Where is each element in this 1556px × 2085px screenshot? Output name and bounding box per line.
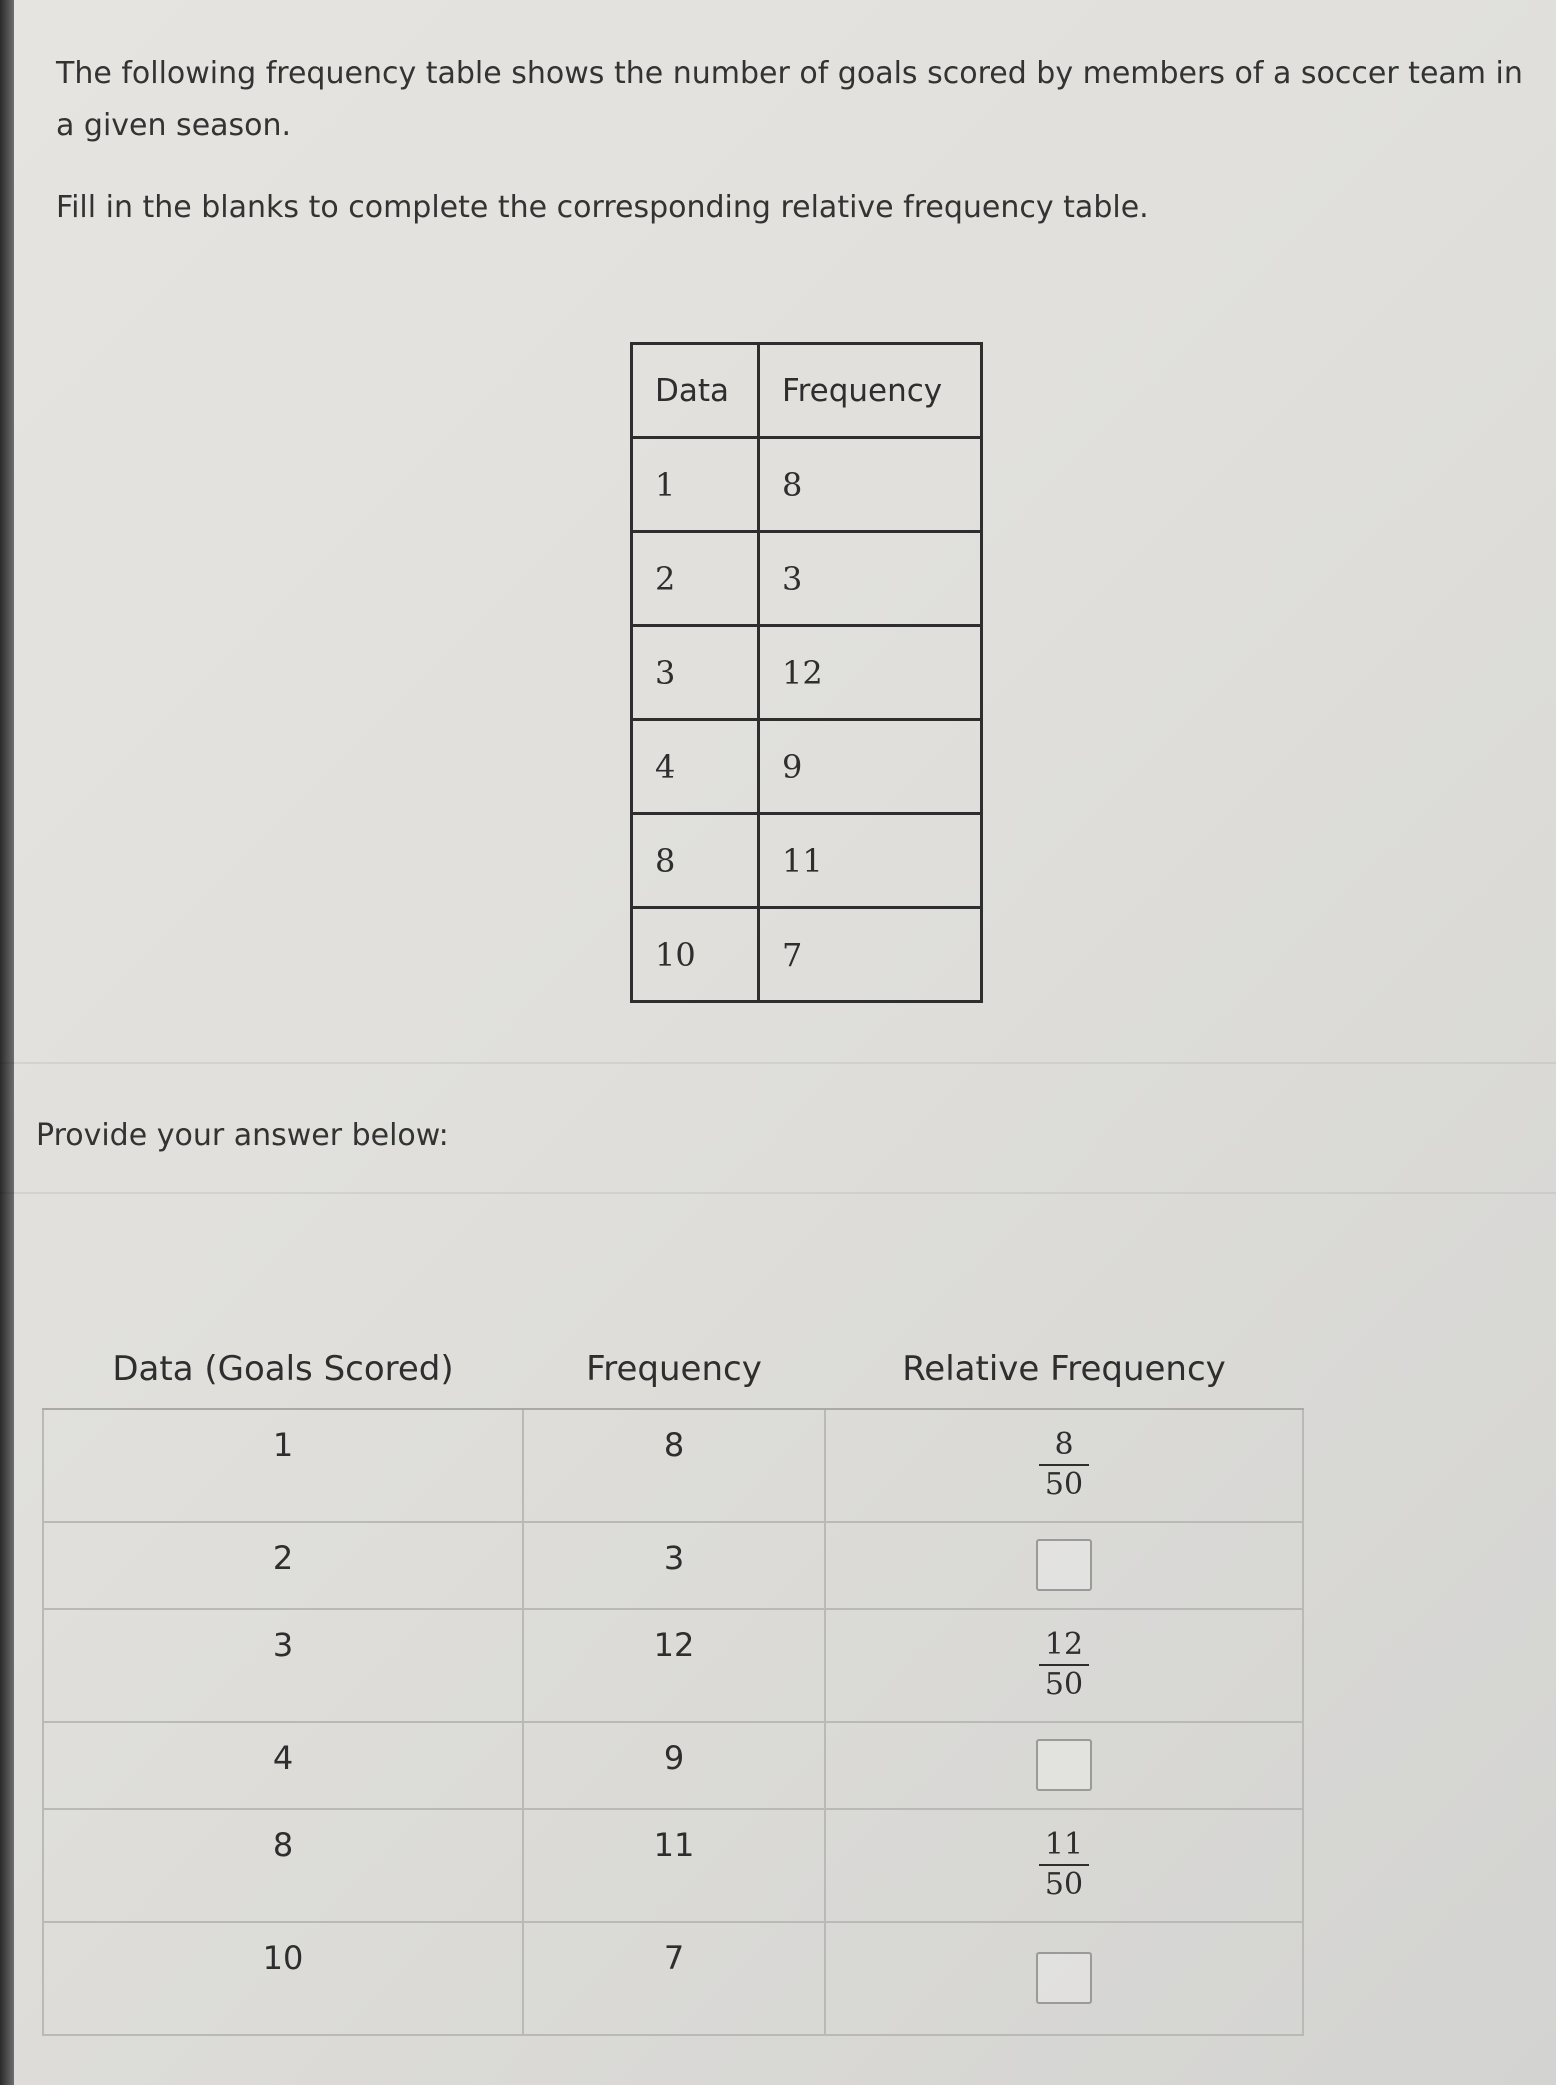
header-data-goals: Data (Goals Scored) (43, 1330, 523, 1409)
table-row (632, 532, 982, 626)
table-row (632, 908, 982, 1002)
cell-relative-frequency (825, 1722, 1303, 1809)
cell-data: 3 (43, 1609, 523, 1722)
answer-input-row-6[interactable] (1036, 1952, 1092, 2004)
cell-data: 10 (43, 1922, 523, 2035)
cell-data: 8 (43, 1809, 523, 1922)
table-row (43, 1609, 1303, 1722)
frequency-table-header (632, 344, 982, 438)
table-row (632, 438, 982, 532)
fraction-numerator: 8 (1054, 1427, 1074, 1462)
frequency-table (630, 342, 983, 1003)
header-frequency: Frequency (523, 1330, 825, 1409)
cell-relative-frequency (825, 1922, 1303, 2035)
question-line-1: The following frequency table shows the number of goals scored by members of a soccer team in a given season. (56, 56, 1523, 143)
cell-relative-frequency (825, 1522, 1303, 1609)
cell-frequency: 12 (759, 626, 982, 720)
cell-relative-frequency (825, 1409, 1303, 1522)
cell-frequency: 11 (759, 814, 982, 908)
fraction-denominator: 50 (1044, 1667, 1084, 1702)
cell-frequency: 8 (523, 1409, 825, 1522)
fraction (1039, 1628, 1089, 1702)
cell-frequency: 11 (523, 1809, 825, 1922)
cell-data: 1 (43, 1409, 523, 1522)
cell-frequency: 8 (759, 438, 982, 532)
question-text (56, 48, 1536, 234)
table-row (632, 720, 982, 814)
cell-data: 3 (632, 626, 759, 720)
table-row (43, 1522, 1303, 1609)
table-row (43, 1922, 1303, 2035)
cell-frequency: 9 (759, 720, 982, 814)
left-edge-shadow (0, 0, 14, 2085)
header-data: Data (632, 344, 759, 438)
answer-label: Provide your answer below: (36, 1118, 449, 1153)
fraction (1039, 1428, 1089, 1502)
relative-table-header (43, 1330, 1303, 1409)
cell-relative-frequency (825, 1809, 1303, 1922)
fraction-bar (1039, 1864, 1089, 1866)
cell-frequency: 7 (523, 1922, 825, 2035)
table-row (43, 1409, 1303, 1522)
cell-data: 1 (632, 438, 759, 532)
fraction-bar (1039, 1464, 1089, 1466)
table-row (43, 1809, 1303, 1922)
fraction (1039, 1828, 1089, 1902)
cell-relative-frequency (825, 1609, 1303, 1722)
divider-top (0, 1062, 1556, 1064)
fraction-denominator: 50 (1044, 1867, 1084, 1902)
table-row (632, 814, 982, 908)
header-frequency: Frequency (759, 344, 982, 438)
fraction-numerator: 12 (1044, 1627, 1084, 1662)
fraction-denominator: 50 (1044, 1467, 1084, 1502)
cell-data: 10 (632, 908, 759, 1002)
table-row (43, 1722, 1303, 1809)
cell-frequency: 12 (523, 1609, 825, 1722)
answer-input-row-2[interactable] (1036, 1539, 1092, 1591)
cell-frequency: 3 (523, 1522, 825, 1609)
cell-frequency: 7 (759, 908, 982, 1002)
table-row (632, 626, 982, 720)
cell-data: 2 (43, 1522, 523, 1609)
question-line-2: Fill in the blanks to complete the corresponding relative frequency table. (56, 190, 1149, 225)
cell-data: 8 (632, 814, 759, 908)
answer-input-row-4[interactable] (1036, 1739, 1092, 1791)
fraction-numerator: 11 (1044, 1827, 1084, 1862)
relative-frequency-table (42, 1330, 1304, 2036)
divider-bottom (0, 1192, 1556, 1194)
cell-data: 4 (43, 1722, 523, 1809)
cell-data: 2 (632, 532, 759, 626)
fraction-bar (1039, 1664, 1089, 1666)
header-relative-frequency: Relative Frequency (825, 1330, 1303, 1409)
cell-frequency: 9 (523, 1722, 825, 1809)
cell-frequency: 3 (759, 532, 982, 626)
cell-data: 4 (632, 720, 759, 814)
